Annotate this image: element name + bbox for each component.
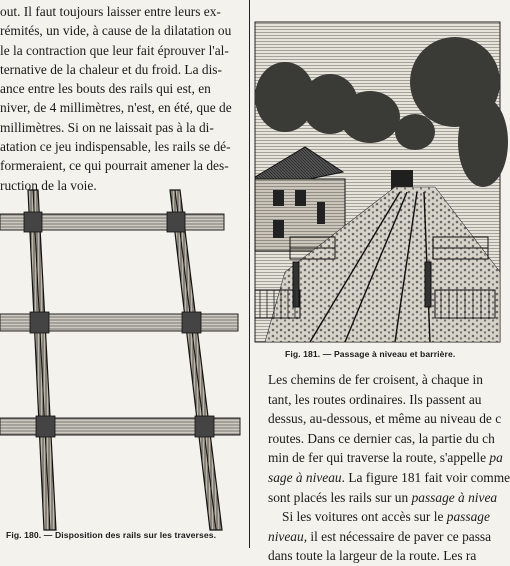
text-line: niveau, il est nécessaire de paver ce passa (268, 528, 492, 544)
text-line: tant, les routes ordinaires. Ils passent au (268, 391, 482, 407)
text-line: atation ce jeu indispensable, les rails se dé- (0, 139, 231, 155)
text-line: le la contraction que leur fait éprouver l'al- (0, 42, 229, 58)
text-line: out. Il faut toujours laisser entre leurs ex- (0, 4, 221, 19)
text-line: dans toute la largeur de la route. Les ra (268, 548, 477, 564)
figure-180-caption: Fig. 180. — Disposition des rails sur les traverses. (6, 530, 217, 540)
text-line: dessus, au-dessous, et même au niveau de c (268, 411, 502, 427)
text-line: Si les voitures ont accès sur le passage (282, 509, 490, 525)
text-line: ruction de la voie. (0, 177, 97, 193)
figure-181-level-crossing (255, 22, 500, 342)
text-line: sage à niveau. La figure 181 fait voir comme (268, 469, 510, 485)
text-line: Les chemins de fer croisent, à chaque in (268, 372, 483, 387)
text-line: ance entre les bouts des rails qui est, en (0, 81, 211, 97)
text-line: millimètres. Si on ne laissait pas à la di- (0, 119, 214, 135)
figure-181-caption: Fig. 181. — Passage à niveau et barrière. (285, 349, 456, 359)
text-line: routes. Dans ce dernier cas, la partie du ch (268, 430, 495, 446)
text-line: sont placés les rails sur un passage à nivea (268, 489, 498, 505)
text-line: min de fer qui traverse la route, s'appelle pa (268, 450, 503, 466)
figure-180-rails-on-sleepers (0, 190, 246, 530)
right-paragraph (268, 370, 510, 566)
left-paragraph (0, 2, 246, 195)
column-divider (249, 0, 250, 548)
text-line: ternative de la chaleur et du froid. La dis- (0, 61, 222, 77)
text-line: rémités, un vide, à cause de la dilatation ou (0, 23, 232, 39)
text-line: formeraient, ce qui pourrait amener la des- (0, 158, 229, 174)
text-line: niver, de 4 millimètres, n'est, en été, que de (0, 100, 232, 116)
